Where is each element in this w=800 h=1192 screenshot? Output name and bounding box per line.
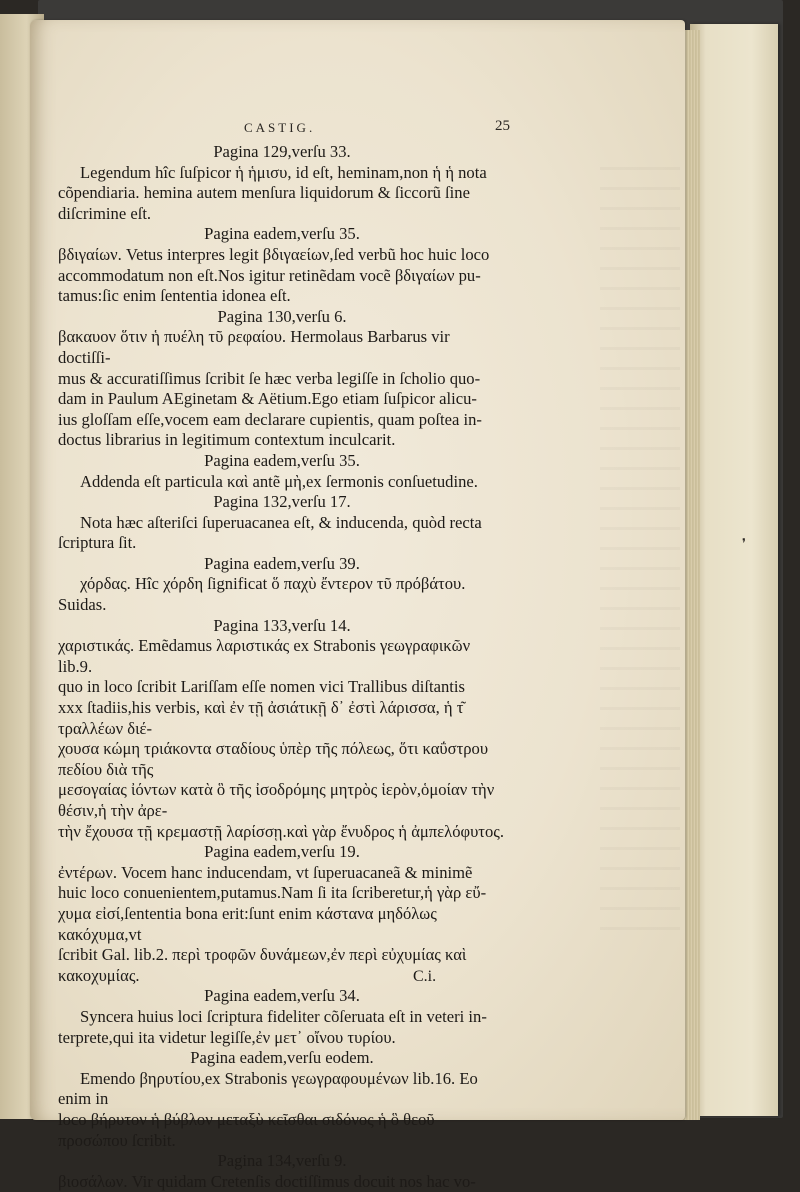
page-number: 25 (495, 118, 510, 134)
section-heading: Pagina 133,verſu 14. (213, 615, 351, 635)
text-line: Legendum hîc ſuſpicor ἡ ἡμισυ, id eſt, heminam,non ἡ ἡ nota (80, 162, 487, 182)
signature-mark: C.i. (413, 968, 437, 985)
text-line: ſcribit Gal. lib.2. περὶ τροφῶν δυνάμεων,ἐν περὶ εὐχυμίας καὶ κακοχυμίας. (58, 945, 467, 985)
margin-ink-mark: ❜ (742, 536, 746, 550)
text-line: terprete,qui ita videtur legiſſe,ἐν μετ᾽ οἴνου τυρίου. (58, 1027, 396, 1047)
text-line: Nota hæc aſteriſci ſuperuacanea eſt, & inducenda, quòd recta (80, 512, 482, 532)
text-line: βδιγαίων. Vetus interpres legit βδιγαείων,ſed verbũ hoc huic loco (58, 244, 490, 264)
section-heading: Pagina 132,verſu 17. (213, 492, 351, 512)
text-line: βακαυον ὅτιν ἡ πυέλη τῦ ρεφαίου. Hermolaus Barbarus vir doctiſſi- (58, 327, 450, 367)
section-heading: Pagina eadem,verſu 34. (204, 986, 360, 1006)
text-line: quo in loco ſcribit Lariſſam eſſe nomen vici Trallibus diſtantis (58, 677, 465, 697)
text-line: ſcriptura ſit. (58, 533, 137, 553)
text-line: χυμα εἰσί,ſententia bona erit:ſunt enim κάστανα μηδόλως κακόχυμα,vt (58, 903, 437, 944)
section-heading: Pagina eadem,verſu 39. (204, 553, 360, 573)
section-heading: Pagina eadem,verſu eodem. (190, 1048, 374, 1068)
text-line: diſcrimine eſt. (58, 203, 152, 223)
text-line: Emendo βηρυτίου,ex Strabonis γεωγραφουμένων lib.16. Eo enim in (58, 1068, 478, 1109)
text-line: cõpendiaria. hemina autem menſura liquidorum & ſiccorũ ſine (58, 183, 470, 203)
text-line: χαριστικάς. Emẽdamus λαριστικάς ex Strabonis γεωγραφικῶν lib.9. (58, 636, 471, 676)
text-line: huic loco conuenientem,putamus.Nam ſi ita ſcriberetur,ἡ γὰρ εὔ- (58, 883, 487, 903)
text-line: Addenda eſt particula καὶ antẽ μὴ,ex ſermonis conſuetudine. (80, 471, 478, 491)
text-line: xxx ſtadiis,his verbis, καὶ ἐν τῇ ἀσιάτικῇ δ᾽ ἐστὶ λάρισσα, ἡ τ͂ τραλλέων διέ- (58, 698, 464, 738)
section-heading: Pagina 134,verſu 9. (217, 1151, 347, 1171)
section-heading: Pagina eadem,verſu 35. (204, 224, 360, 244)
show-through-texture (600, 150, 680, 930)
text-line: ius gloſſam eſſe,vocem eam declarare cupientis, quam poſtea in- (58, 409, 482, 429)
body-text (58, 142, 506, 1192)
text-line: Syncera huius loci ſcriptura fideliter cõſeruata eſt in veteri in- (80, 1006, 487, 1026)
section-heading: Pagina eadem,verſu 35. (204, 450, 360, 470)
text-line: τὴν ἔχουσα τῇ κρεμαστῇ λαρίσσῃ.καὶ γὰρ ἔνυδρος ἡ ἀμπελόφυτος. (58, 821, 504, 841)
running-title: CASTIG. (244, 120, 316, 135)
text-line: doctus librarius in legitimum contextum inculcarit. (58, 430, 396, 450)
text-line: χόρδας. Hîc χόρδη ſignificat ὅ παχὺ ἔντερον τῦ πρόβάτου. Suidas. (58, 574, 466, 615)
text-line: mus & accuratiſſimus ſcribit ſe hæc verba legiſſe in ſcholio quo- (58, 368, 481, 388)
section-heading: Pagina 129,verſu 33. (213, 142, 351, 161)
text-line: accommodatum non eſt.Nos igitur retinẽdam vocẽ βδιγαίων pu- (58, 265, 481, 285)
section-heading: Pagina 130,verſu 6. (217, 306, 347, 326)
text-line: ἐντέρων. Vocem hanc inducendam, vt ſuperuacaneã & minimẽ (58, 862, 473, 882)
text-line: loco βήρυτον ἡ βύβλον μεταξὺ κεῖσθαι σιδόνος ἡ ὃ θεοῦ προσώπου ſcribit. (58, 1109, 435, 1150)
text-line: tamus:ſic enim ſententia idonea eſt. (58, 286, 291, 306)
text-line: βιοσάλων. Vir quidam Cretenſis doctiſſimus docuit nos hac vo- (58, 1171, 476, 1191)
text-line: dam in Paulum AEginetam & Aëtium.Ego etiam ſuſpicor alicu- (58, 389, 477, 409)
right-flyleaf (690, 24, 778, 1116)
section-heading: Pagina eadem,verſu 19. (204, 842, 360, 862)
text-line: χουσα κώμη τριάκοντα σταδίους ὑπὲρ τῆς πόλεως, ὅτι καΰστρου πεδίου διὰ τῆς (58, 739, 489, 779)
page-header (0, 120, 800, 138)
text-line: μεσογαίας ἰόντων κατὰ ὃ τῆς ἰσοδρόμης μητρὸς ἱερὸν,ὁμοίαν τὴν θέσιν,ἡ τὴν ἀρε- (58, 780, 495, 820)
